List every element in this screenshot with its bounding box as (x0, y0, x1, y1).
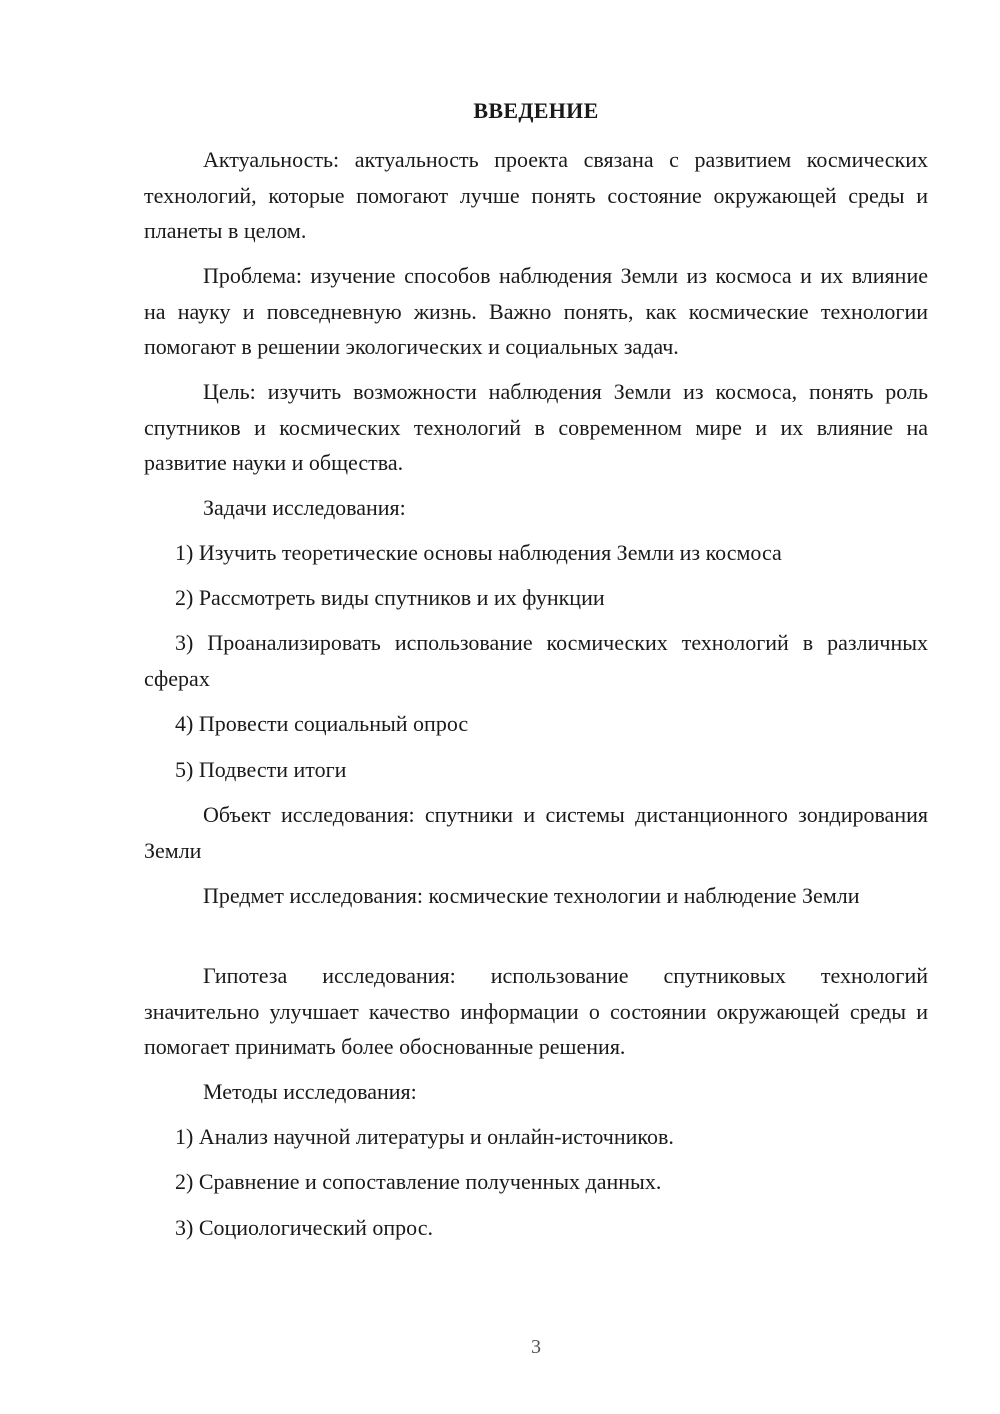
paragraph-object: Объект исследования: спутники и системы дистанционного зондирования Земли (144, 802, 928, 863)
paragraph-methods-heading: Методы исследования: (203, 1079, 417, 1104)
paragraph-problem: Проблема: изучение способов наблюдения Земли из космоса и их влияние на науку и повседневную жизнь. Важно понять, как космические технологии помогают в решении экологических и социальных задач. (144, 263, 928, 359)
list-item: 5) Подвести итоги (175, 757, 347, 782)
list-item: 1) Изучить теоретические основы наблюдения Земли из космоса (175, 540, 782, 565)
list-item: 4) Провести социальный опрос (175, 711, 469, 736)
list-item: 1) Анализ научной литературы и онлайн-источников. (175, 1124, 674, 1149)
page-title: ВВЕДЕНИЕ (473, 98, 599, 123)
list-item: 3) Проанализировать использование космических технологий в различных сферах (144, 630, 928, 691)
paragraph-relevance: Актуальность: актуальность проекта связана с развитием космических технологий, которые помогают лучше понять состояние окружающей среды и планеты в целом. (144, 147, 928, 243)
list-item: 2) Рассмотреть виды спутников и их функции (175, 585, 605, 610)
list-item: 2) Сравнение и сопоставление полученных данных. (175, 1169, 662, 1194)
paragraph-goal: Цель: изучить возможности наблюдения Земли из космоса, понять роль спутников и космических технологий в современном мире и их влияние на развитие науки и общества. (144, 379, 928, 475)
page-number: 3 (531, 1336, 541, 1358)
list-item: 3) Социологический опрос. (175, 1215, 433, 1240)
paragraph-hypothesis: Гипотеза исследования: использование спутниковых технологий значительно улучшает качество информации о состоянии окружающей среды и помогает принимать более обоснованные решения. (144, 963, 928, 1059)
paragraph-tasks-heading: Задачи исследования: (203, 495, 406, 520)
document-page (144, 0, 928, 1414)
paragraph-subject: Предмет исследования: космические технологии и наблюдение Земли (203, 883, 860, 908)
